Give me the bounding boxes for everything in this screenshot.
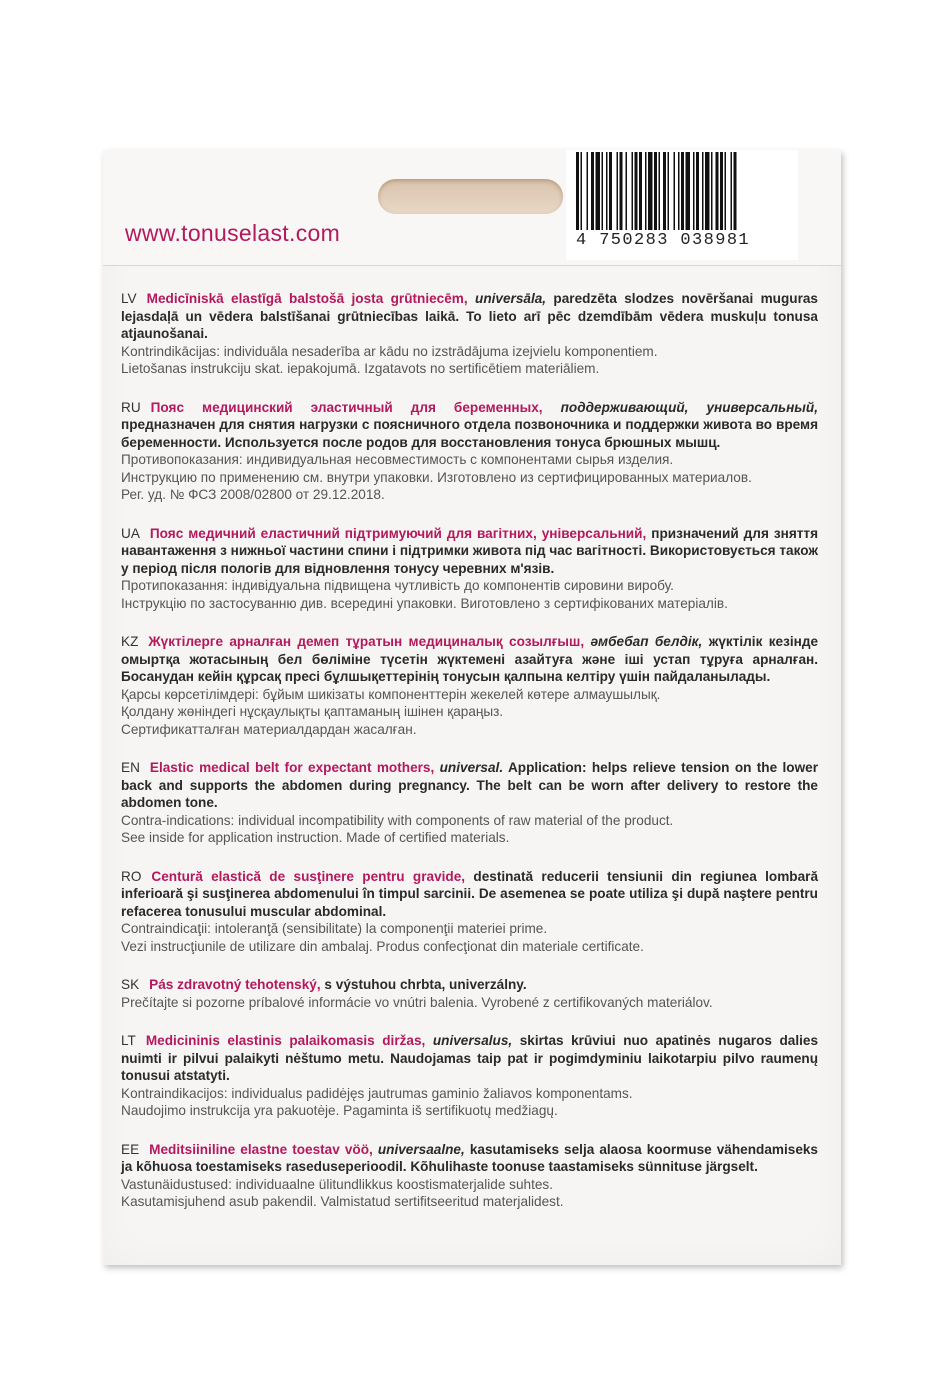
barcode-bar bbox=[693, 152, 695, 230]
section-main-text bbox=[121, 759, 818, 812]
product-description: skirtas krūviui nuo apatinės nugaros dalies nuimti ir pilvui palaikyti nėštumo metu. Naudojamas taip pat ir pogimdyminiu laikotarpiu pilvo raumenų tonusui atstatyti. bbox=[121, 1033, 818, 1083]
product-description: предназначен для снятия нагрузки с поясничного отдела позвоночника и поддержки живота во время беременности. Используется после родов для восстановления тонуса брюшных мышц. bbox=[121, 417, 818, 450]
barcode-bar bbox=[659, 152, 661, 230]
barcode-number: 4 750283 038981 bbox=[576, 231, 751, 250]
section-note: Lietošanas instrukciju skat. iepakojumā. Izgatavots no sertificētiem materiāliem. bbox=[121, 361, 600, 376]
barcode-bar bbox=[681, 152, 684, 230]
product-title: Meditsiiniline elastne toestav vöö, bbox=[149, 1141, 373, 1157]
barcode-bars-icon bbox=[576, 152, 791, 232]
barcode-bar bbox=[587, 152, 589, 230]
section-note: Contra-indications: individual incompatibility with components of raw material of the product. bbox=[121, 812, 674, 828]
section-main-text bbox=[121, 525, 818, 578]
section-main-text bbox=[121, 290, 818, 343]
product-description-list bbox=[121, 290, 818, 1232]
barcode-bar bbox=[731, 152, 733, 230]
section-lv bbox=[121, 290, 818, 378]
barcode-bar bbox=[632, 152, 634, 230]
product-description: kasutamiseks selja alaosa koormuse vähendamiseks ja kõhuosa toestamiseks raseduseperioodil. Kõhulihaste toonuse taastamiseks sünnituse järgselt. bbox=[121, 1141, 818, 1174]
product-description: призначений для зняття навантаження з нижньої частини спини і підтримки живота під час вагітності. Використовується також у період після пологів для відновлення тонусу черевних м'язів. bbox=[121, 525, 818, 576]
package-back bbox=[103, 150, 841, 1265]
barcode-bar bbox=[716, 152, 719, 230]
barcode-bar bbox=[686, 152, 691, 230]
barcode-bar bbox=[639, 152, 642, 230]
language-code: LV bbox=[121, 291, 137, 306]
section-ru bbox=[121, 399, 818, 504]
barcode-bar bbox=[663, 152, 666, 230]
product-title: Centură elastică de susţinere pentru gravide, bbox=[151, 868, 466, 884]
language-code: LT bbox=[121, 1033, 136, 1048]
product-title: Жүктілерге арналған демеп тұратын медициналық созылғыш, bbox=[148, 634, 585, 649]
section-note: Инструкцию по применению см. внутри упаковки. Изготовлено из сертифицированных материалов. bbox=[121, 469, 752, 485]
barcode-bar bbox=[591, 152, 594, 230]
language-code: KZ bbox=[121, 634, 139, 649]
product-title: Pás zdravotný tehotenský, bbox=[149, 977, 321, 992]
section-main-text bbox=[121, 1032, 818, 1085]
language-code: RU bbox=[121, 399, 141, 415]
barcode bbox=[566, 150, 798, 260]
barcode-bar bbox=[635, 152, 638, 230]
barcode-bar bbox=[626, 152, 628, 230]
product-title: Пояс медичний еластичний підтримуючий для вагітних, універсальний, bbox=[149, 525, 647, 541]
hang-hole bbox=[378, 179, 563, 214]
product-title: Пояс медицинский эластичный для беременных, bbox=[150, 399, 543, 415]
product-description: paredzēta slodzes novēršanai muguras lejasdaļā un vēdera balstīšanai grūtniecības laikā. To lieto arī pēc dzemdībām vēdera muskuļu tonusa atjaunošanai. bbox=[121, 291, 818, 341]
language-code: EE bbox=[121, 1141, 140, 1157]
section-note: See inside for application instruction. Made of certified materials. bbox=[121, 830, 510, 845]
product-attribute: әмбебап белдік, bbox=[590, 634, 703, 649]
section-note: Противопоказания: индивидуальная несовместимость с компонентами сырья изделия. bbox=[121, 452, 674, 467]
product-attribute: universaalne, bbox=[377, 1141, 465, 1157]
barcode-bar bbox=[702, 152, 704, 230]
section-note: Naudojimo instrukcija yra pakuotėje. Pagaminta iš sertifikuotų medžiagų. bbox=[121, 1103, 558, 1118]
section-ro bbox=[121, 868, 818, 956]
section-note: Сертификатталған материалдардан жасалған. bbox=[121, 721, 417, 737]
product-title: Medicininis elastinis palaikomasis diržas, bbox=[145, 1033, 426, 1048]
product-title: Elastic medical belt for expectant mothers, bbox=[149, 760, 435, 775]
barcode-bar bbox=[705, 152, 710, 230]
barcode-bar bbox=[696, 152, 699, 230]
section-en bbox=[121, 759, 818, 847]
section-note: Рег. уд. № ФСЗ 2008/02800 от 29.12.2018. bbox=[121, 487, 385, 502]
website-url: www.tonuselast.com bbox=[125, 220, 341, 246]
package-header bbox=[103, 150, 841, 266]
section-main-text bbox=[121, 399, 818, 452]
language-code: EN bbox=[121, 760, 140, 775]
product-attribute: поддерживающий, универсальный, bbox=[560, 399, 818, 415]
barcode-bar bbox=[576, 152, 579, 230]
product-attribute: universāla, bbox=[475, 291, 547, 306]
barcode-bar bbox=[725, 152, 727, 230]
barcode-bar bbox=[711, 152, 713, 230]
language-code: RO bbox=[121, 868, 142, 884]
product-attribute: universal. bbox=[439, 760, 504, 775]
product-description: destinată reducerii tensiunii din regiunea lombară inferioară şi susţinerea abdomenului în timpul sarcinii. De asemenea se poate utiliza şi după naştere pentru refacerea tonusului muscular abdominal. bbox=[121, 868, 819, 919]
barcode-bar bbox=[654, 152, 657, 230]
barcode-bar bbox=[617, 152, 619, 230]
section-note: Vastunäidustused: individuaalne ülitundlikkus koostismaterjalide suhtes. bbox=[121, 1176, 553, 1192]
product-title: Medicīniskā elastīgā balstošā josta grūtniecēm, bbox=[146, 291, 468, 306]
section-note: Contraindicaţii: intoleranţă (sensibilitate) la componenţii materiei prime. bbox=[121, 921, 548, 936]
product-attribute: universalus, bbox=[432, 1033, 513, 1048]
section-note: Қолдану жөніндегі нұсқаулықты қаптаманың ішінен қараңыз. bbox=[121, 704, 504, 719]
product-description: жүктілік кезінде омыртқа жотасының бел бөліміне түсетін жүктемені азайтуға және іші устап тұруға арналған. Босанудан кейін құрсақ пресі бұлшықеттерінің тонусын қалпына келтіру үшін пайдаланылады. bbox=[121, 634, 819, 684]
section-main-text bbox=[121, 633, 818, 686]
barcode-bar bbox=[645, 152, 647, 230]
section-note: Kontrindikācijas: individuāla nesaderība ar kādu no izstrādājuma izejvielu komponentiem. bbox=[121, 343, 658, 359]
section-kz bbox=[121, 633, 818, 738]
barcode-bar bbox=[648, 152, 653, 230]
section-ee bbox=[121, 1141, 818, 1211]
barcode-bar bbox=[602, 152, 604, 230]
language-code: SK bbox=[121, 977, 140, 992]
barcode-bar bbox=[609, 152, 612, 230]
section-note: Vezi instrucţiunile de utilizare din ambalaj. Produs confecţionat din materiale certificate. bbox=[121, 938, 644, 954]
section-main-text bbox=[121, 1141, 818, 1176]
product-description: s výstuhou chrbta, univerzálny. bbox=[324, 977, 527, 992]
product-description: Application: helps relieve tension on the lower back and supports the abdomen during pregnancy. The belt can be worn after delivery to restore the abdomen tone. bbox=[121, 760, 819, 810]
barcode-bar bbox=[596, 152, 601, 230]
section-lt bbox=[121, 1032, 818, 1120]
section-note: Протипоказання: індивідуальна підвищена чутливість до компонентів сировини виробу. bbox=[121, 578, 674, 593]
barcode-bar bbox=[668, 152, 670, 230]
section-note: Қарсы көрсетілімдері: бұйым шикізаты компоненттерін жекелей көтере алмаушылық. bbox=[121, 686, 661, 702]
section-note: Інструкцію по застосуванню див. всередині упаковки. Виготовлено з сертифікованих матеріалів. bbox=[121, 595, 728, 611]
section-sk bbox=[121, 976, 818, 1011]
barcode-bar bbox=[674, 152, 676, 230]
barcode-bar bbox=[734, 152, 737, 230]
barcode-bar bbox=[581, 152, 583, 230]
section-note: Kasutamisjuhend asub pakendil. Valmistatud sertifitseeritud materjalidest. bbox=[121, 1194, 564, 1209]
language-code: UA bbox=[121, 525, 140, 541]
section-note: Kontraindikacijos: individualus padidėjęs jautrumas gaminio žaliavos komponentams. bbox=[121, 1085, 633, 1101]
barcode-bar bbox=[720, 152, 723, 230]
barcode-bar bbox=[678, 152, 680, 230]
section-note: Prečítajte si pozorne príbalové informácie vo vnútri balenia. Vyrobené z certifikovaných materiálov. bbox=[121, 994, 713, 1010]
section-main-text bbox=[121, 976, 818, 994]
section-main-text bbox=[121, 868, 818, 921]
barcode-bar bbox=[620, 152, 623, 230]
barcode-bar bbox=[606, 152, 608, 230]
section-ua bbox=[121, 525, 818, 613]
